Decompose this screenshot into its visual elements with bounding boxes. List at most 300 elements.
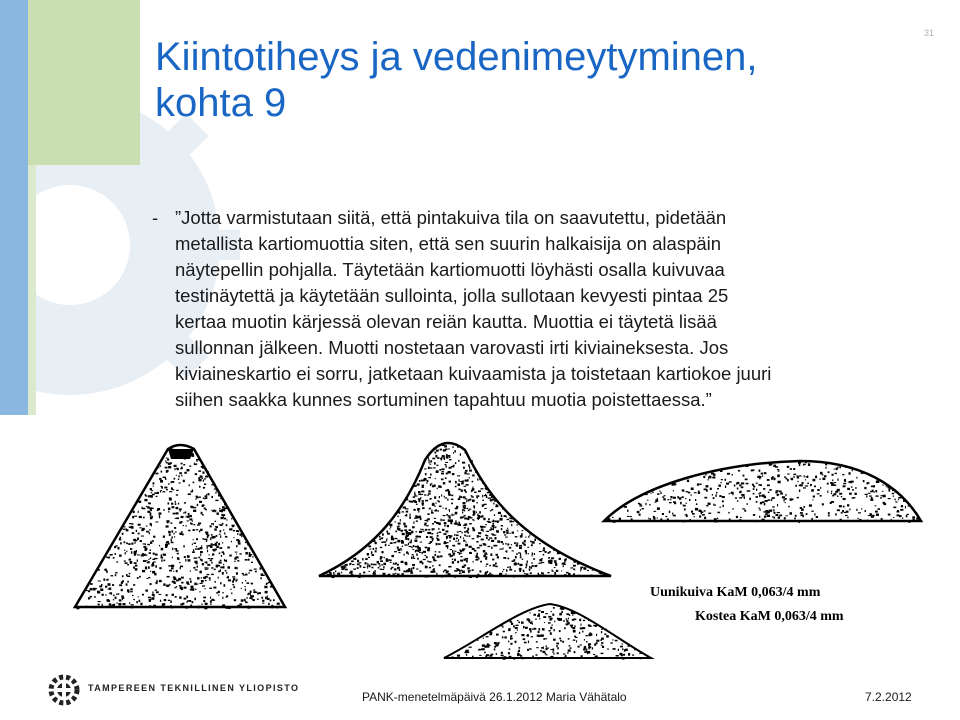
speckle [439,532,442,533]
speckle [835,473,837,474]
speckle [185,525,187,526]
speckle [849,509,850,511]
speckle [522,530,524,531]
speckle [679,497,681,500]
speckle [368,546,371,548]
speckle [146,526,148,527]
speckle [837,496,839,497]
speckle [178,450,180,451]
speckle [352,564,354,565]
speckle [712,494,713,496]
speckle [824,475,827,477]
speckle [780,493,783,495]
speckle [464,527,466,529]
speckle [621,655,623,657]
speckle [207,567,208,569]
speckle [508,558,510,560]
speckle [410,514,411,517]
speckle [241,536,242,538]
speckle [869,495,872,496]
speckle [546,645,547,647]
speckle [464,515,466,516]
speckle [167,576,170,578]
speckle [234,599,236,601]
speckle [207,471,209,473]
speckle [430,541,432,543]
speckle [776,490,779,491]
footer-date: 7.2.2012 [865,690,912,704]
speckle [239,533,242,535]
speckle [543,547,545,549]
speckle [554,560,557,562]
speckle [653,516,655,517]
speckle [476,502,478,503]
speckle [379,538,381,540]
speckle [629,516,632,517]
speckle [756,501,758,503]
speckle [583,620,585,621]
speckle [507,519,510,520]
speckle [195,548,198,549]
speckle [211,534,213,536]
speckle [199,496,201,498]
speckle [707,490,708,491]
caption-dry: Uunikuiva KaM 0,063/4 mm [650,585,821,600]
speckle [476,553,478,555]
speckle [462,462,465,464]
speckle [233,530,235,531]
speckle [425,523,427,525]
speckle [137,538,139,541]
speckle [741,494,743,495]
speckle [203,472,205,474]
speckle [391,538,393,540]
speckle [836,490,839,491]
speckle [203,480,204,482]
speckle [413,556,414,558]
speckle [353,558,356,560]
speckle [464,564,467,566]
speckle [450,556,452,558]
speckle [222,597,223,599]
speckle [410,571,412,573]
speckle [128,543,130,545]
flat-mound-sketch [600,455,925,525]
speckle [857,518,858,519]
speckle [906,515,908,517]
speckle [237,560,239,562]
speckle [480,561,482,563]
speckle [176,580,179,582]
speckle [596,634,597,636]
speckle [509,520,512,522]
speckle [237,533,238,535]
speckle [359,573,361,575]
speckle [800,507,802,509]
speckle [517,629,518,630]
speckle [826,467,827,469]
speckle [887,487,889,489]
speckle [573,640,576,641]
speckle [415,538,418,539]
speckle [200,583,203,584]
speckle [166,471,168,473]
speckle [472,569,474,571]
speckle [520,554,521,557]
speckle [428,490,430,492]
speckle [147,544,150,546]
speckle [422,562,424,564]
speckle [188,559,191,561]
speckle [429,567,431,569]
speckle [434,462,436,464]
speckle [578,575,580,576]
speckle [865,510,867,512]
speckle [717,518,718,520]
speckle [762,519,765,521]
speckle [847,517,848,519]
speckle [147,562,150,563]
speckle [468,510,470,511]
speckle [189,466,191,467]
speckle [490,529,493,530]
speckle [168,511,169,513]
speckle [551,611,552,612]
speckle [394,551,397,552]
speckle [228,607,231,609]
speckle [136,601,138,603]
speckle [179,585,182,586]
speckle [814,486,816,488]
speckle [585,646,586,648]
speckle [501,655,504,657]
speckle [472,488,475,490]
speckle [488,546,491,547]
speckle [867,482,869,484]
speckle [495,563,497,565]
speckle [118,547,120,550]
speckle [759,493,760,495]
speckle [122,598,123,600]
speckle [450,522,452,524]
speckle [785,502,786,503]
speckle [531,621,532,622]
speckle [672,483,675,485]
speckle [476,497,478,499]
speckle [486,636,489,637]
speckle [442,520,445,521]
speckle [210,537,212,538]
speckle [212,553,214,555]
speckle [536,647,539,648]
speckle [844,479,845,481]
speckle [443,515,446,516]
speckle [449,509,450,512]
speckle [612,639,613,640]
speckle [493,523,495,525]
speckle [568,649,571,651]
speckle [539,563,542,564]
speckle [512,550,514,551]
speckle [714,518,717,520]
speckle [411,547,413,548]
speckle [396,575,398,577]
speckle [357,560,359,563]
speckle [226,597,228,598]
speckle [467,651,469,653]
speckle [551,557,554,559]
speckle [238,531,240,533]
speckle [486,496,487,499]
speckle [455,508,458,510]
speckle [447,547,448,549]
speckle [142,594,144,596]
speckle [192,544,193,546]
speckle [501,528,503,530]
speckle [579,619,581,622]
speckle [381,537,383,539]
speckle [168,502,170,504]
speckle [479,478,480,481]
speckle [174,478,176,480]
speckle [530,541,532,543]
speckle [601,645,603,646]
speckle [150,523,152,525]
speckle [845,467,847,468]
speckle [543,554,545,556]
speckle [398,549,400,551]
speckle [444,497,447,498]
speckle [432,458,435,460]
speckle [484,504,487,505]
speckle [548,560,551,562]
speckle [601,642,603,644]
speckle [397,516,398,517]
speckle [618,649,619,651]
speckle [718,485,721,487]
speckle [148,566,150,569]
speckle [838,509,840,511]
speckle [187,516,189,518]
speckle [444,523,447,524]
speckle [200,554,201,556]
slide-number: 31 [923,28,934,38]
speckle [196,459,199,460]
speckle [464,505,466,506]
speckle [640,658,642,659]
speckle [573,619,575,621]
speckle [140,540,142,542]
speckle [222,523,224,525]
speckle [493,545,496,547]
speckle [553,649,555,651]
speckle [108,557,111,559]
speckle [124,541,126,543]
speckle [168,483,169,485]
speckle [416,553,418,555]
speckle [405,531,408,532]
speckle [270,586,273,588]
speckle [467,528,469,531]
speckle [171,539,172,542]
speckle [416,531,417,533]
university-name: TAMPEREEN TEKNILLINEN YLIOPISTO [88,683,300,693]
speckle [416,520,418,522]
speckle [785,494,786,496]
speckle [149,495,152,497]
speckle [460,517,463,519]
speckle [220,530,222,532]
speckle [905,506,906,508]
speckle [793,468,795,470]
speckle [491,496,493,498]
speckle [211,567,213,569]
speckle [482,505,484,507]
speckle [485,488,488,489]
speckle [168,531,170,534]
speckle [387,533,390,535]
speckle [153,553,155,555]
speckle [424,468,426,469]
speckle [181,531,183,532]
speckle [469,552,472,554]
speckle [559,630,561,632]
speckle [431,533,433,535]
speckle [539,574,541,576]
speckle [822,503,824,505]
speckle [115,574,117,576]
speckle [249,570,252,572]
speckle [371,563,373,565]
speckle [447,499,448,501]
speckle [443,508,444,509]
speckle [90,588,93,590]
speckle [365,558,368,560]
speckle [465,558,468,560]
speckle [120,542,122,544]
speckle [198,523,201,525]
speckle [553,549,555,551]
speckle [178,503,179,505]
speckle [447,525,449,527]
speckle [460,549,461,551]
speckle [483,518,485,521]
speckle [399,569,400,571]
speckle [915,512,917,514]
speckle [440,555,442,557]
speckle [772,516,774,517]
speckle [159,545,160,547]
speckle [195,473,197,475]
speckle [567,652,569,653]
speckle [515,632,517,633]
speckle [532,562,533,564]
speckle [235,567,237,569]
speckle [362,558,364,560]
speckle [194,543,196,545]
speckle [251,595,254,597]
speckle [220,560,222,561]
speckle [556,570,559,572]
speckle [465,480,468,482]
speckle [196,529,199,530]
speckle [171,503,173,505]
speckle [570,647,572,648]
speckle [793,474,796,475]
speckle [524,642,527,644]
speckle [458,498,460,500]
speckle [435,455,437,458]
speckle [164,487,167,489]
speckle [462,532,463,533]
speckle [416,569,418,570]
speckle [527,561,528,564]
speckle [463,467,465,469]
speckle [759,470,761,472]
speckle [425,576,427,578]
speckle [538,610,540,612]
speckle [451,466,454,468]
speckle [427,480,429,482]
speckle [439,523,441,526]
speckle [473,511,476,513]
speckle [467,473,470,474]
speckle [124,550,125,551]
speckle [550,627,552,630]
speckle [412,549,414,550]
speckle [541,634,544,636]
speckle [498,642,499,644]
speckle [217,513,219,515]
speckle [119,584,122,586]
speckle [207,574,210,575]
speckle [485,535,487,536]
speckle [461,489,463,492]
speckle [90,583,92,585]
speckle [472,500,475,503]
speckle [436,465,438,466]
speckle [106,579,108,581]
speckle [593,576,596,577]
speckle [118,593,120,595]
quote-paragraph [152,205,882,413]
speckle [486,657,487,659]
speckle [209,554,210,555]
speckle [546,648,549,649]
speckle [463,502,466,504]
speckle [425,529,428,531]
speckle [210,545,213,548]
speckle [206,476,209,478]
speckle [912,516,915,518]
speckle [350,571,353,573]
speckle [489,655,492,657]
speckle [418,494,421,496]
speckle [261,597,263,599]
speckle [360,565,362,568]
speckle [760,509,761,511]
speckle [855,487,857,488]
speckle [493,503,494,505]
speckle [160,465,161,466]
speckle [193,539,194,540]
speckle [455,520,456,522]
speckle [430,460,432,462]
speckle [628,644,630,647]
speckle [660,492,661,494]
speckle [460,453,461,456]
speckle [607,648,608,650]
